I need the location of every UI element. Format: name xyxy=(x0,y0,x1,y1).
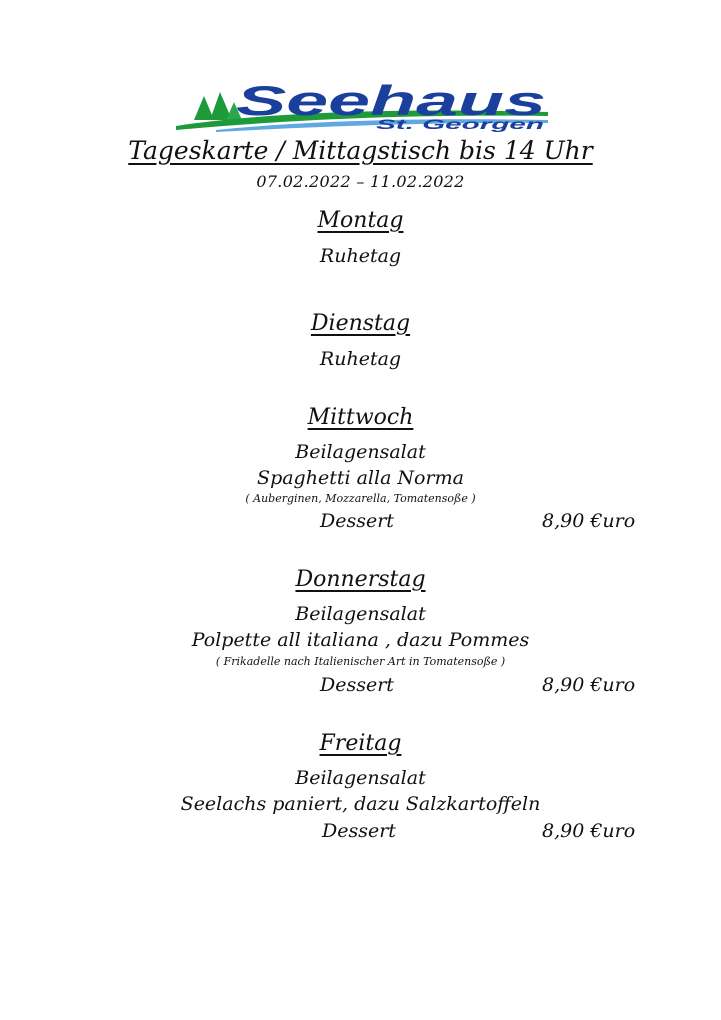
friday-side: Beilagensalat xyxy=(295,767,426,789)
day-heading-wednesday: Mittwoch xyxy=(307,405,414,430)
date-range: 07.02.2022 – 11.02.2022 xyxy=(256,172,465,191)
svg-text:St. Georgen: St. Georgen xyxy=(376,116,544,132)
thursday-note: ( Frikadelle nach Italienischer Art in Tomatensoße ) xyxy=(215,655,506,668)
page-title: Tageskarte / Mittagstisch bis 14 Uhr xyxy=(128,136,593,165)
day-heading-thursday: Donnerstag xyxy=(295,567,426,592)
thursday-price: 8,90 €uro xyxy=(542,674,636,696)
wednesday-price: 8,90 €uro xyxy=(542,510,636,532)
friday-main: Seelachs paniert, dazu Salzkartoffeln xyxy=(180,793,541,815)
wednesday-note: ( Auberginen, Mozzarella, Tomatensoße ) xyxy=(245,492,476,505)
tuesday-text: Ruhetag xyxy=(319,348,402,370)
seehaus-logo xyxy=(176,82,548,132)
thursday-main: Polpette all italiana , dazu Pommes xyxy=(191,629,530,651)
day-heading-friday: Freitag xyxy=(319,731,402,756)
wednesday-side: Beilagensalat xyxy=(295,441,426,463)
wednesday-dessert: Dessert xyxy=(320,510,394,532)
monday-text: Ruhetag xyxy=(319,245,402,267)
svg-text:Seehaus: Seehaus xyxy=(236,82,546,124)
thursday-side: Beilagensalat xyxy=(295,603,426,625)
day-heading-tuesday: Dienstag xyxy=(310,311,411,336)
friday-price: 8,90 €uro xyxy=(542,820,636,842)
friday-dessert: Dessert xyxy=(322,820,396,842)
thursday-dessert: Dessert xyxy=(320,674,394,696)
day-heading-monday: Montag xyxy=(317,208,404,233)
wednesday-main: Spaghetti alla Norma xyxy=(257,467,464,489)
